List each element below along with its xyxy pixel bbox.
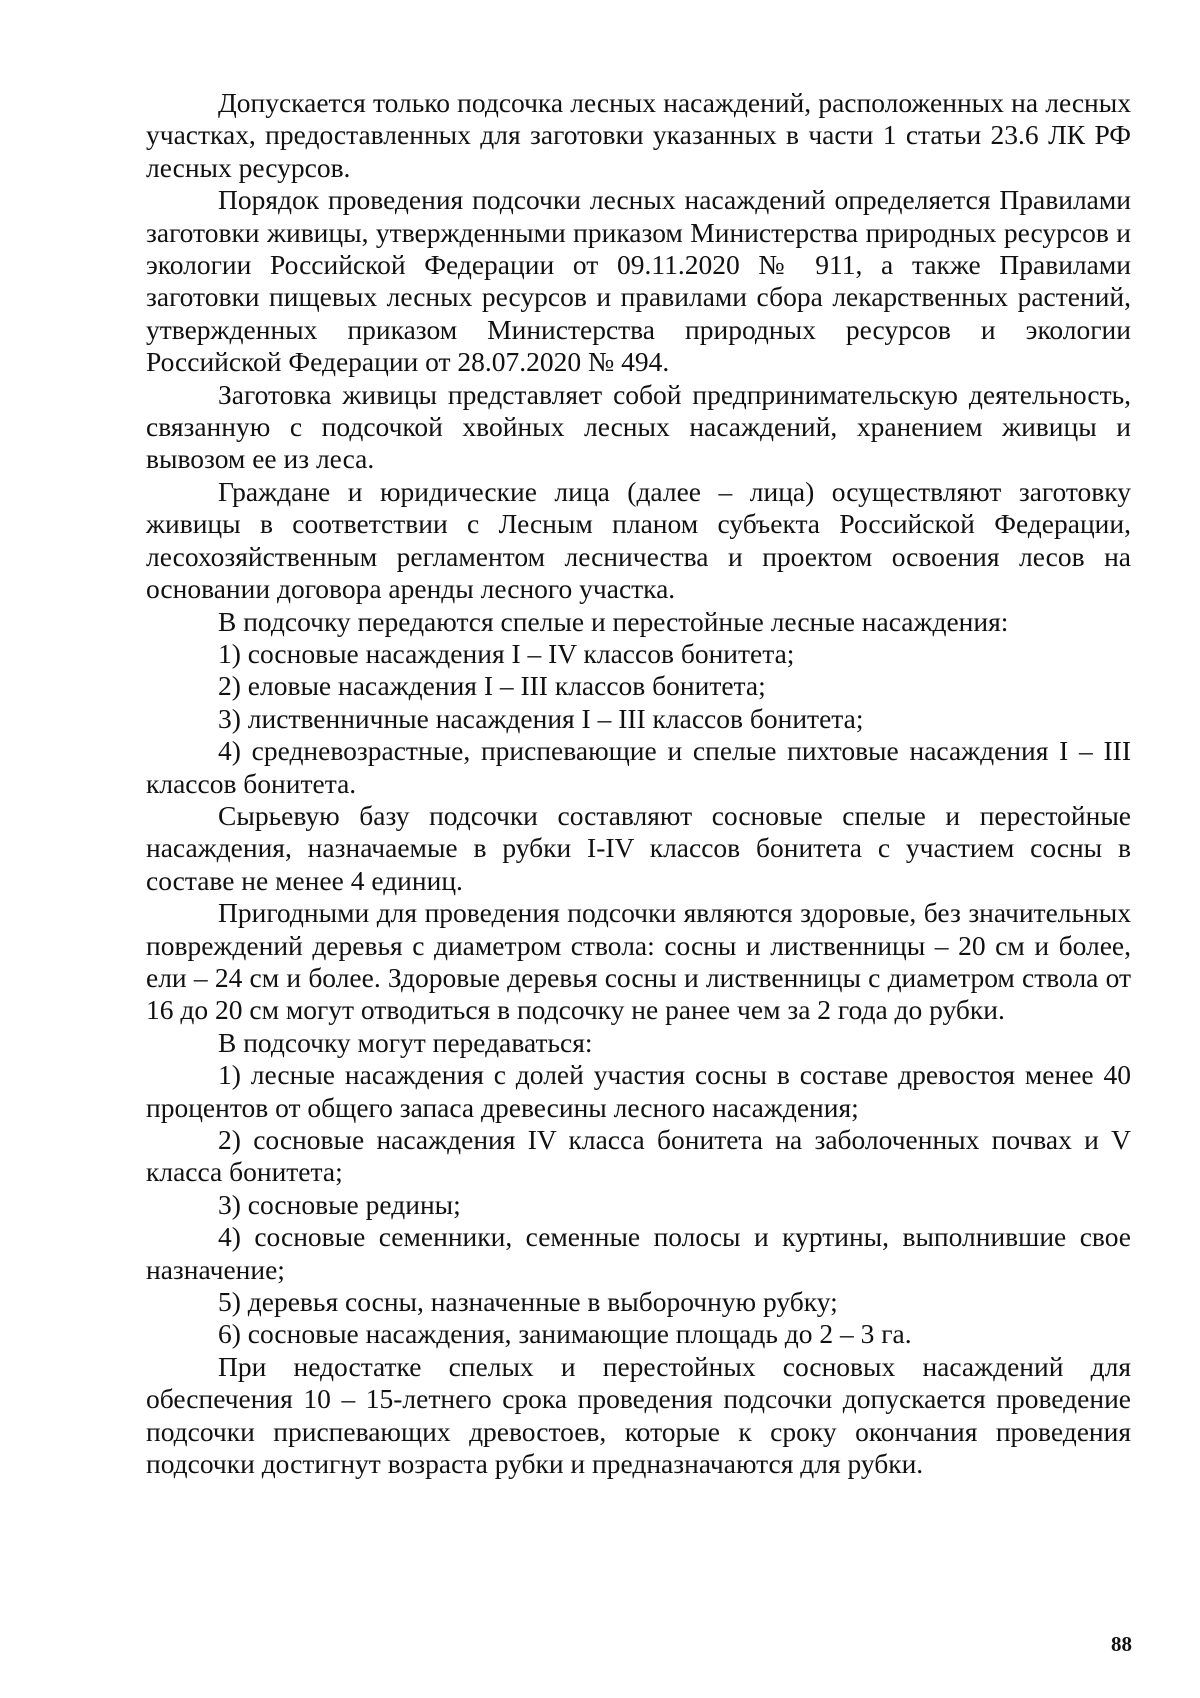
paragraph-procedure-rules: Порядок проведения подсочки лесных насаждений определяется Правилами заготовки живицы, утвержденными приказом Министерства природных ресурсов и экологии Российской Федерации от 09.11.2020 № 911, а также Правилами заготовки пищевых лесных ресурсов и правилами сбора лекарственных растений, утвержденных приказом Министерства природных ресурсов и экологии Российской Федерации от 28.07.2020 № 494.	[146, 184, 1131, 378]
list-item: 3) лиственничные насаждения I – III классов бонитета;	[218, 702, 864, 734]
list-item: 2) еловые насаждения I – III классов бонитета;	[218, 670, 766, 702]
document-body	[146, 87, 1131, 1480]
paragraph-raw-base: Сырьевую базу подсочки составляют сосновые спелые и перестойные насаждения, назначаемые в рубки I-IV классов бонитета с участием сосны в составе не менее 4 единиц.	[146, 799, 1131, 896]
paragraph-legal-entities: Граждане и юридические лица (далее – лица) осуществляют заготовку живицы в соответствии с Лесным планом субъекта Российской Федерации, лесохозяйственным регламентом лесничества и проектом освоения лесов на основании договора аренды лесного участка.	[146, 475, 1131, 605]
paragraph-suitable-trees: Пригодными для проведения подсочки являются здоровые, без значительных повреждений деревья с диаметром ствола: сосны и лиственницы – 20 см и более, ели – 24 см и более. Здоровые деревья сосны и лиственницы с диаметром ствола от 16 до 20 см могут отводиться в подсочку не ранее чем за 2 года до рубки.	[146, 897, 1131, 1026]
list-item: 1) сосновые насаждения I – IV классов бонитета;	[218, 637, 795, 669]
list-item: 4) сосновые семенники, семенные полосы и куртины, выполнившие свое назначение;	[146, 1221, 1131, 1285]
list-item: 3) сосновые редины;	[218, 1188, 461, 1220]
paragraph-resin-definition: Заготовка живицы представляет собой предпринимательскую деятельность, связанную с подсочкой хвойных лесных насаждений, хранением живицы и вывозом ее из леса.	[146, 378, 1131, 475]
paragraph-may-transfer-intro: В подсочку могут передаваться:	[218, 1026, 593, 1058]
list-item: 5) деревья сосны, назначенные в выборочную рубку;	[218, 1286, 838, 1318]
paragraph-shortage-provision: При недостатке спелых и перестойных сосновых насаждений для обеспечения 10 – 15-летнего срока проведения подсочки допускается проведение подсочки приспевающих древостоев, которые к сроку окончания проведения подсочки достигнут возраста рубки и предназначаются для рубки.	[146, 1350, 1131, 1480]
list-item: 4) средневозрастные, приспевающие и спелые пихтовые насаждения I – III классов бонитета.	[146, 735, 1131, 799]
list-item: 2) сосновые насаждения IV класса бонитета на заболоченных почвах и V класса бонитета;	[146, 1124, 1131, 1188]
paragraph-stands-intro: В подсочку передаются спелые и перестойные лесные насаждения:	[218, 605, 1009, 637]
paragraph-lease-restriction: Допускается только подсочка лесных насаждений, расположенных на лесных участках, предоставленных для заготовки указанных в части 1 статьи 23.6 ЛК РФ лесных ресурсов.	[146, 87, 1131, 183]
list-item: 6) сосновые насаждения, занимающие площадь до 2 – 3 га.	[218, 1318, 912, 1350]
list-item: 1) лесные насаждения с долей участия сосны в составе древостоя менее 40 процентов от общего запаса древесины лесного насаждения;	[146, 1059, 1131, 1123]
page-number: 88	[1111, 1632, 1132, 1656]
